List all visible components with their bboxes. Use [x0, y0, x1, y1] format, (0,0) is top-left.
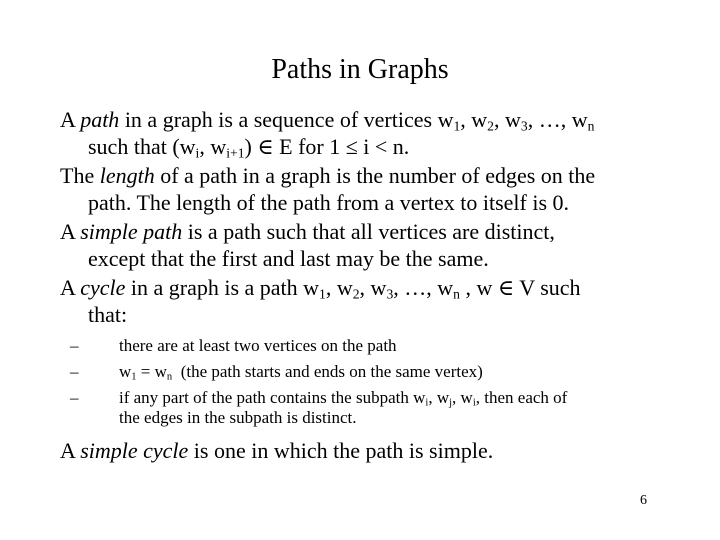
length-definition: The length of a path in a graph is the number of edges on the path. The length of the path from a vertex to itself is 0. [60, 163, 596, 215]
term-cycle: cycle [80, 275, 126, 300]
condition-item: – $w_1 = w_n$ (the path starts and ends on the same vertex) [70, 362, 483, 383]
slide-title: Paths in Graphs [271, 54, 449, 85]
condition-item: – there are at least two vertices on the path [70, 336, 397, 355]
term-path: path [80, 107, 120, 132]
term-simple-cycle: simple cycle [80, 438, 189, 463]
dash-bullet: – [70, 388, 79, 407]
term-simple-path: simple path [80, 219, 183, 244]
simple-cycle-definition: A simple cycle is one in which the path is simple. [60, 438, 494, 463]
cycle-definition: A cycle in a graph is a path $w_1$, $w_2$, $w_3$, …, $w_n$ , w ∈ V such that: [60, 275, 581, 327]
dash-bullet: – [70, 336, 79, 355]
condition-item: – if any part of the path contains the subpath $w_i$, $w_j$, $w_i$, then each of the edges in the subpath is distinct. [70, 388, 568, 427]
simple-path-definition: A simple path is a path such that all vertices are distinct, except that the first and last may be the same. [60, 219, 555, 271]
cycle-conditions-list [70, 336, 710, 428]
dash-bullet: – [70, 362, 79, 381]
path-definition: A path in a graph is a sequence of vertices $w_1$, $w_2$, $w_3$, …, $w_n$ such that ($w_i$, $w_{i+1}$) ∈ E for 1 ≤ i < n. [60, 107, 595, 161]
page-number: 6 [640, 493, 647, 508]
term-length: length [99, 163, 155, 188]
